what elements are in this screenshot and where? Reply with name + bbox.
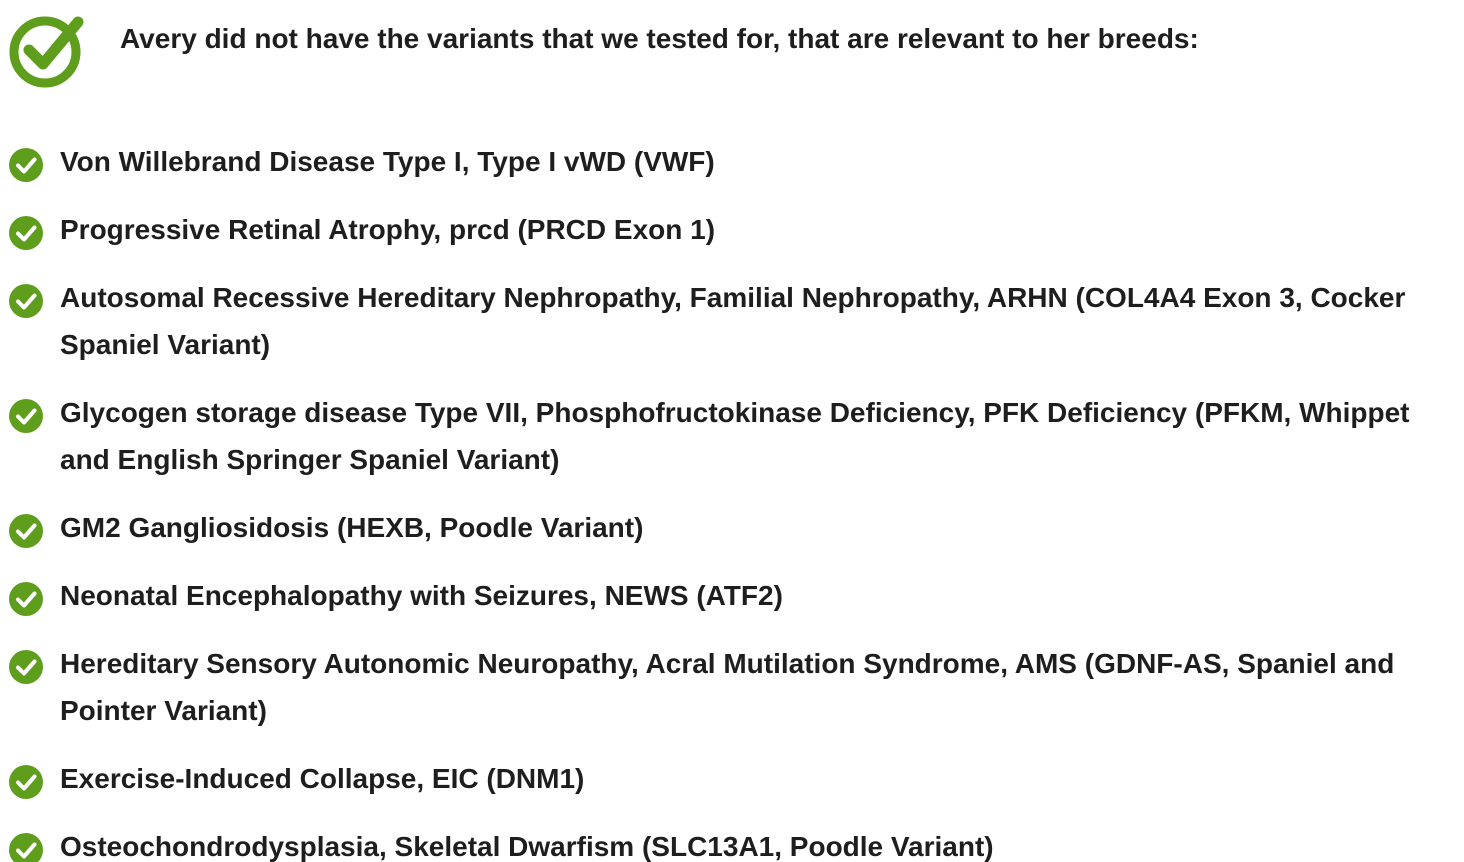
variant-list-item — [8, 823, 1464, 862]
variant-list-item — [8, 138, 1464, 185]
check-circle-icon — [8, 581, 44, 617]
results-header — [8, 10, 1199, 90]
variant-label: Glycogen storage disease Type VII, Phosphofructokinase Deficiency, PFK Deficiency (PFKM, Whippet and English Springer Spaniel Variant) — [60, 397, 1410, 475]
variant-label: Neonatal Encephalopathy with Seizures, NEWS (ATF2) — [60, 580, 783, 611]
variant-list — [8, 138, 1464, 862]
check-circle-icon — [8, 513, 44, 549]
variant-list-item — [8, 755, 1464, 802]
variant-label: Osteochondrodysplasia, Skeletal Dwarfism (SLC13A1, Poodle Variant) — [60, 831, 994, 862]
variant-list-item — [8, 206, 1464, 253]
variant-label: GM2 Gangliosidosis (HEXB, Poodle Variant) — [60, 512, 644, 543]
check-circle-icon — [8, 10, 88, 90]
check-circle-icon — [8, 215, 44, 251]
check-circle-icon — [8, 147, 44, 183]
variant-list-item — [8, 640, 1464, 734]
variant-label: Exercise-Induced Collapse, EIC (DNM1) — [60, 763, 585, 794]
variant-label: Hereditary Sensory Autonomic Neuropathy, Acral Mutilation Syndrome, AMS (GDNF-AS, Spaniel and Pointer Variant) — [60, 648, 1395, 726]
results-header-text: Avery did not have the variants that we tested for, that are relevant to her breeds: — [120, 23, 1199, 54]
variant-label: Progressive Retinal Atrophy, prcd (PRCD Exon 1) — [60, 214, 716, 245]
check-circle-icon — [8, 283, 44, 319]
check-circle-icon — [8, 832, 44, 862]
variant-list-item — [8, 504, 1464, 551]
variant-list-item — [8, 572, 1464, 619]
variant-list-item — [8, 274, 1464, 368]
check-circle-icon — [8, 649, 44, 685]
variant-list-item — [8, 389, 1464, 483]
variant-label: Von Willebrand Disease Type I, Type I vWD (VWF) — [60, 146, 715, 177]
variant-label: Autosomal Recessive Hereditary Nephropathy, Familial Nephropathy, ARHN (COL4A4 Exon 3, Cocker Spaniel Variant) — [60, 282, 1406, 360]
check-circle-icon — [8, 764, 44, 800]
check-circle-icon — [8, 398, 44, 434]
